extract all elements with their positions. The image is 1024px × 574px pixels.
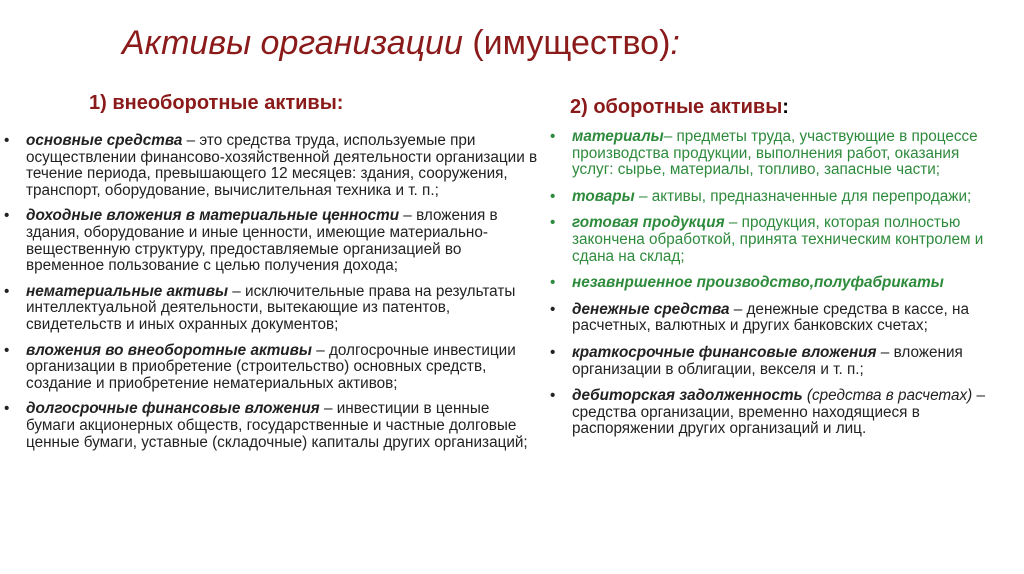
- list-item: [550, 189, 990, 206]
- title-paren: (имущество): [472, 24, 671, 62]
- noncurrent-assets-column: [4, 92, 540, 460]
- list-item: [550, 388, 990, 438]
- item-text: – средства организации, временно находящиеся в распоряжении других организаций и лиц.: [572, 387, 986, 438]
- current-assets-list: [550, 129, 990, 438]
- list-item: [4, 343, 540, 393]
- item-term: основные средства: [26, 132, 183, 149]
- list-item: [550, 275, 990, 292]
- noncurrent-assets-heading: 1) внеоборотные активы:: [89, 92, 344, 114]
- item-text: – вложения в здания, оборудование и иные ценности, имеющие материально-вещественную структуру, предоставляемые организацией во временное пользование с целью получения дохода;: [26, 207, 498, 275]
- list-item: [4, 401, 540, 451]
- item-text: – денежные средства в кассе, на расчетных, валютных и других банковских счетах;: [572, 300, 969, 335]
- list-item: [550, 215, 990, 265]
- current-assets-heading: [550, 92, 990, 119]
- list-item: [550, 345, 990, 378]
- item-term: товары: [572, 187, 635, 205]
- item-text: – продукция, которая полностью закончена обработкой, принята техническим контролем и сдана на склад;: [572, 214, 984, 265]
- item-text: – предметы труда, участвующие в процессе производства продукции, выполнения работ, оказания услуг: сырье, материалы, топливо, запасные части;: [572, 128, 978, 179]
- current-assets-heading-colon: :: [782, 96, 789, 118]
- item-term-extra: (средства в расчетах): [802, 387, 973, 405]
- item-text: – вложения организации в облигации, векселя и т. п.;: [572, 343, 963, 378]
- item-term: материалы: [572, 128, 664, 145]
- item-text: – исключительные права на результаты интеллектуальной деятельности, вытекающие из патентов, свидетельств и иных охранных документов;: [26, 282, 516, 333]
- list-item: [4, 133, 540, 199]
- list-item: [550, 302, 990, 335]
- item-text: – активы, предназначенные для перепродажи;: [634, 187, 972, 205]
- current-assets-column: [550, 92, 990, 448]
- current-assets-heading-text: 2) оборотные активы: [570, 96, 783, 118]
- item-term: нематериальные активы: [26, 282, 229, 300]
- page-title: [122, 24, 680, 63]
- item-term: денежные средства: [572, 300, 730, 318]
- noncurrent-assets-list: [4, 133, 540, 451]
- title-main: Активы организации: [122, 24, 473, 62]
- list-item: [550, 129, 990, 179]
- title-colon: :: [670, 24, 680, 62]
- item-text: – инвестиции в ценные бумаги акционерных обществ, государственные и частные долговые ценные бумаги, уставные (складочные) капиталы других организаций;: [26, 400, 528, 451]
- item-term: незавнршенное производство,полуфабрикаты: [572, 274, 944, 292]
- item-term: вложения во внеоборотные активы: [26, 341, 312, 359]
- item-term: готовая продукция: [572, 214, 725, 232]
- item-term: дебиторская задолженность: [572, 387, 803, 405]
- item-term: доходные вложения в материальные ценности: [26, 207, 400, 225]
- item-term: долгосрочные финансовые вложения: [26, 400, 320, 418]
- item-text: – долгосрочные инвестиции организации в приобретение (строительство) основных средств, создание и приобретение нематериальных активов;: [26, 341, 516, 392]
- item-term: краткосрочные финансовые вложения: [572, 343, 877, 361]
- list-item: [4, 208, 540, 274]
- item-text: – это средства труда, используемые при осуществлении финансово-хозяйственной деятельности организации в течение периода, превышающего 12 месяцев: здания, сооружения, транспорт, оборудование, вычислительная техника и т. п.;: [26, 132, 538, 199]
- list-item: [4, 284, 540, 334]
